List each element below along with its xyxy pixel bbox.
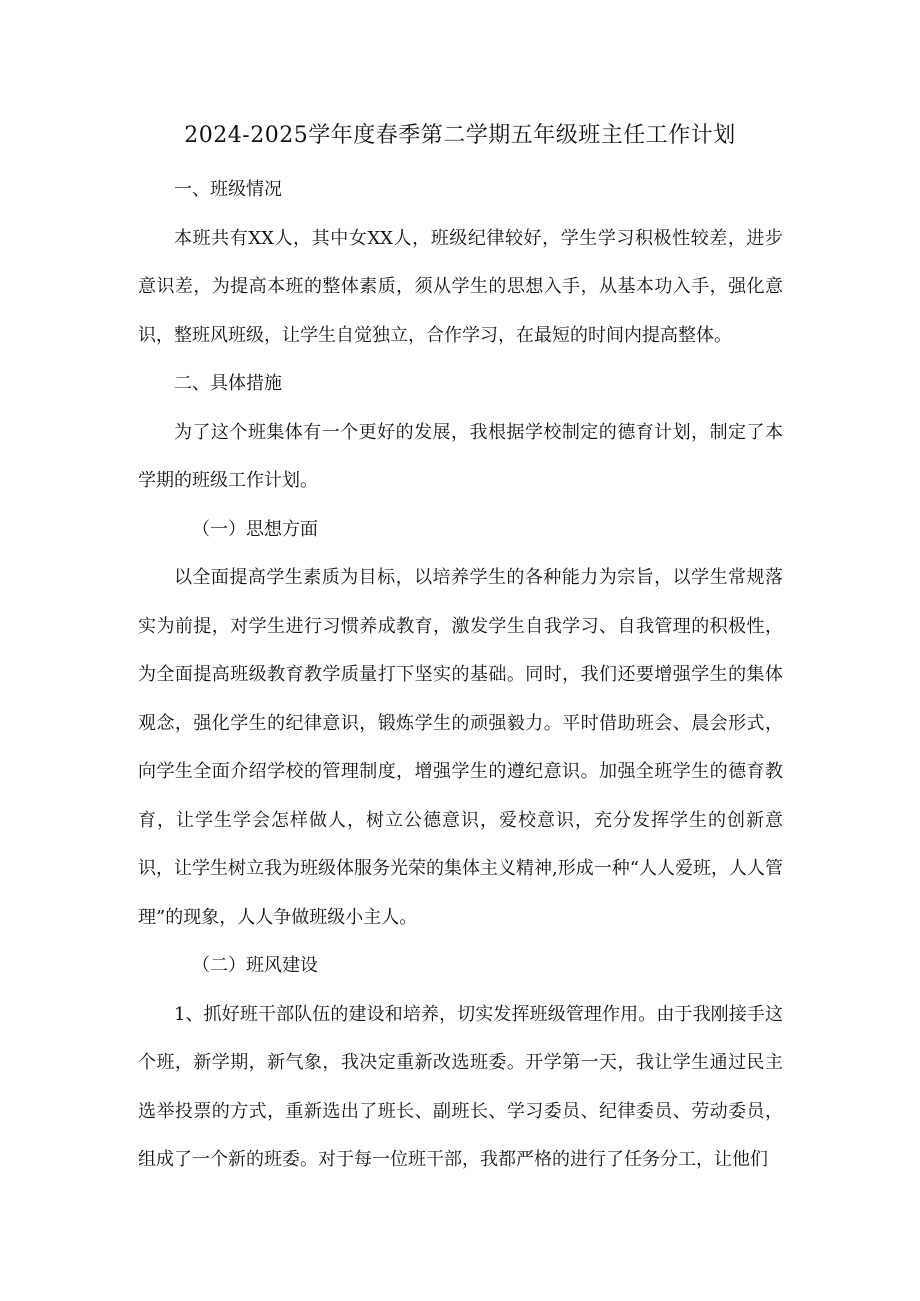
subheading-class-style: （二）班风建设 xyxy=(192,955,318,976)
paragraph-class-cadres: 1、抓好班干部队伍的建设和培养，切实发挥班级管理作用。由于我刚接手这个班，新学期，新气象，我决定重新改选班委。开学第一天，我让学生通过民主选举投票的方式，重新选出了班长、副班长、学习委员、纪律委员、劳动委员，组成了一个新的班委。对于每一位班干部，我都严格的进行了任务分工，让他们 xyxy=(138,1003,783,1170)
paragraph-thought: 以全面提高学生素质为目标，以培养学生的各种能力为宗旨，以学生常规落实为前提，对学生进行习惯养成教育，激发学生自我学习、自我管理的积极性，为全面提高班级教育教学质量打下坚实的基础。同时，我们还要增强学生的集体观念，强化学生的纪律意识，锻炼学生的顽强毅力。平时借助班会、晨会形式，向学生全面介绍学校的管理制度，增强学生的遵纪意识。加强全班学生的德育教育，让学生学会怎样做人，树立公德意识，爱校意识，充分发挥学生的创新意识，让学生树立我为班级体服务光荣的集体主义精神,形成一种“人人爱班，人人管理”的现象，人人争做班级小主人。 xyxy=(138,567,783,928)
document-body xyxy=(138,166,783,1185)
document-title: 2024-2025学年度春季第二学期五年级班主任工作计划 xyxy=(184,123,736,148)
paragraph-class-situation: 本班共有XX人，其中女XX人，班级纪律较好，学生学习积极性较差，进步意识差，为提高本班的整体素质，须从学生的思想入手，从基本功入手，强化意识，整班风班级，让学生自觉独立，合作学习，在最短的时间内提高整体。 xyxy=(138,227,783,346)
paragraph-measures-intro: 为了这个班集体有一个更好的发展，我根据学校制定的德育计划，制定了本学期的班级工作计划。 xyxy=(138,421,783,491)
section-heading-measures: 二、具体措施 xyxy=(174,373,282,394)
section-heading-class-situation: 一、班级情况 xyxy=(174,179,282,200)
subheading-thought: （一）思想方面 xyxy=(192,518,318,540)
